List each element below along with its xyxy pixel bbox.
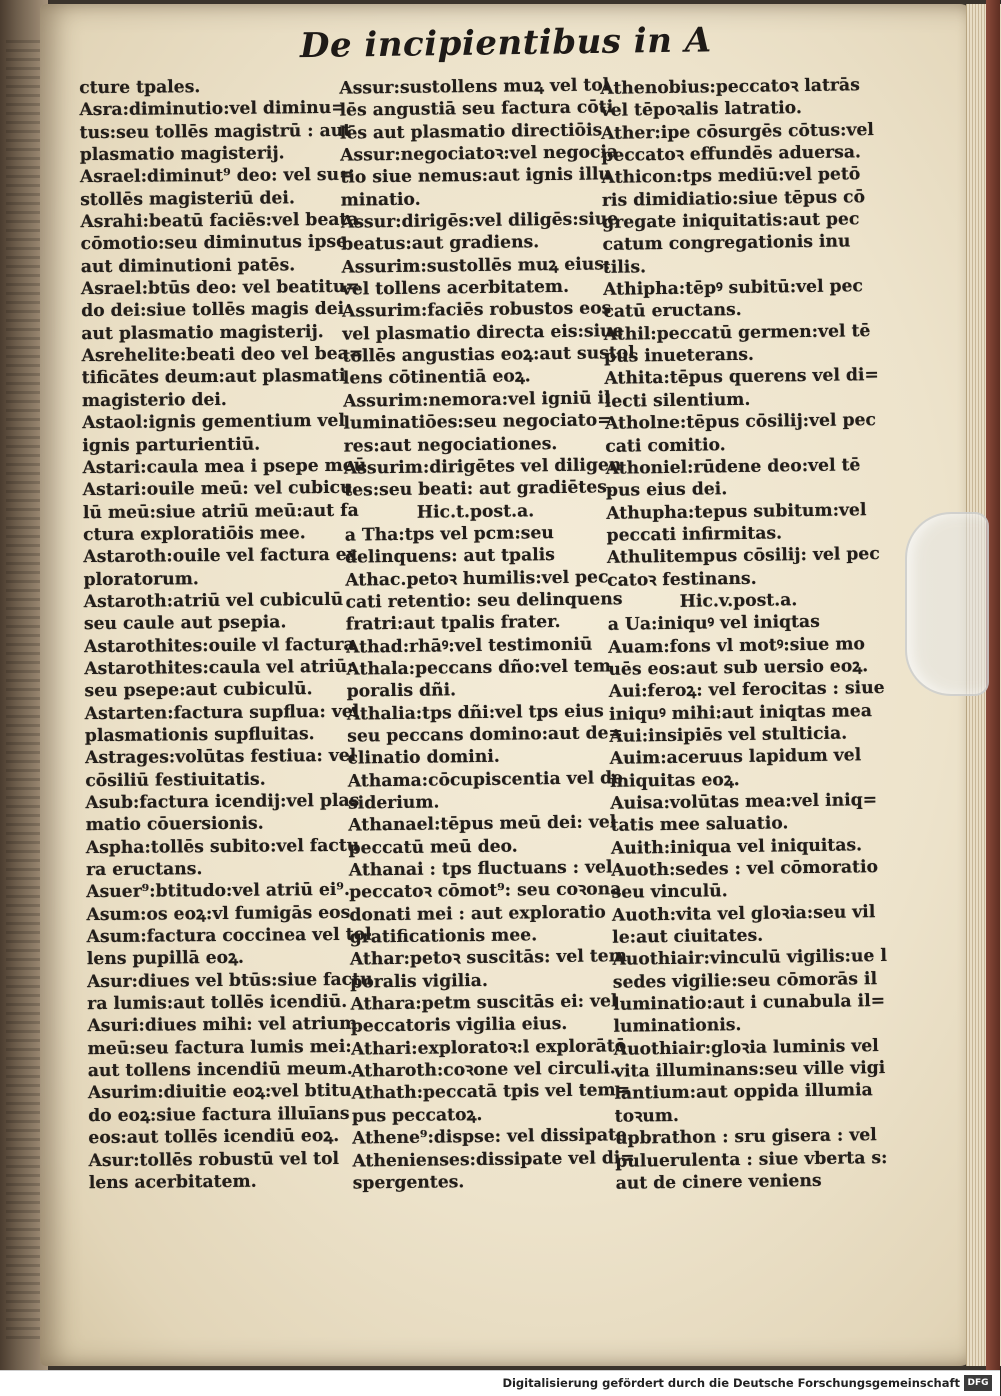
text-line: matio cōuersionis.	[85, 813, 264, 836]
text-line: ra eructans.	[85, 859, 203, 881]
text-line: vel plasmatio directa eis:siue	[342, 320, 624, 345]
text-line: magisterio dei.	[81, 389, 227, 411]
text-line: minatio.	[340, 189, 421, 211]
text-line: siderium.	[347, 792, 440, 814]
text-line: Asrael:diminut⁹ deo: vel su=	[79, 165, 354, 188]
text-line: Atholne:tēpus cōsilij:vel pec	[604, 410, 877, 435]
text-line: lens pupillā eoꝝ.	[86, 948, 245, 970]
text-line: lens cōtinentiā eoꝝ.	[342, 366, 531, 390]
text-line: Assurim:sustollēs muꝝ eius:	[341, 254, 611, 278]
text-line: do dei:siue tollēs magis dei	[81, 299, 345, 322]
running-title: De incipientibus in A	[299, 20, 712, 67]
text-line: Asurim:diuitie eoꝝ:vel btitu	[87, 1081, 352, 1104]
text-line: tificātes deum:aut plasmati	[81, 366, 346, 389]
text-line: stollēs magisteriū dei.	[80, 188, 295, 210]
text-line: Athath:peccatā tpis vel tem=	[351, 1080, 631, 1105]
text-line: Asum:factura coccinea vel tol	[86, 924, 372, 948]
text-line: Athalia:tps dñi:vel tps eius	[346, 701, 604, 725]
text-line: lēs angustiā seu factura cōti	[339, 97, 614, 121]
text-line: peccatoꝛ effundēs aduersa.	[601, 142, 862, 166]
text-line: Athara:petm suscitās ei: vel	[350, 991, 618, 1015]
text-line: meū:seu factura lumis mei:	[87, 1036, 352, 1059]
text-line: Athala:peccans dño:vel tem	[346, 656, 612, 680]
text-line: uēs eos:aut sub uersio eoꝝ.	[608, 656, 869, 680]
text-line: seu vinculū.	[611, 881, 728, 904]
text-line: Athari:exploratoꝛ:l explorātō	[350, 1035, 627, 1060]
text-line: tio siue nemus:aut ignis illu	[340, 164, 612, 189]
funding-notice: Digitalisierung gefördert durch die Deutsche Forschungsgemeinschaft	[502, 1376, 960, 1390]
text-line: Assurim:nemora:vel igniū il	[343, 388, 611, 412]
text-line: cati retentio: seu delinquens	[345, 589, 623, 613]
text-line: fratri:aut tpalis frater.	[345, 612, 561, 635]
text-column-1	[79, 75, 373, 1194]
text-line: luminationis.	[613, 1015, 742, 1038]
text-line: aut de cinere veniens	[615, 1170, 822, 1194]
dfg-logo-icon: DFG	[964, 1375, 992, 1391]
text-line: gratificationis mee.	[349, 925, 538, 948]
text-line: le:aut ciuitates.	[612, 925, 764, 948]
text-line: upbrathon : sru gisera : vel	[614, 1125, 877, 1149]
text-line: Athil:peccatū germen:vel tē	[603, 320, 871, 345]
text-line: Athac.petoꝛ humilis:vel pec	[345, 566, 609, 591]
text-line: aut diminutioni patēs.	[80, 255, 296, 277]
text-line: cati comitio.	[605, 434, 726, 457]
text-line: plasmatio magisterij.	[79, 143, 285, 166]
text-line: Athanai : tps fluctuans : vel	[348, 857, 613, 881]
text-line: Athulitempus cōsilij: vel pec	[606, 544, 880, 569]
text-line: vel tollens acerbitatem.	[341, 276, 570, 300]
text-line: Asrael:btūs deo: vel beatitu=	[80, 276, 360, 300]
text-line: ris dimidiatio:siue tēpus cō	[601, 186, 866, 211]
text-line: cture tpales.	[79, 77, 201, 99]
text-line: spergentes.	[352, 1172, 465, 1194]
text-line: aut tollens incendiū meum.	[87, 1058, 353, 1082]
text-line: Athita:tēpus querens vel di=	[604, 365, 879, 390]
text-line: tus:seu tollēs magistrū : aut	[79, 120, 352, 143]
text-line: Athupha:tepus subitum:vel	[606, 499, 867, 524]
text-line: gregate iniquitatis:aut pec	[602, 209, 860, 233]
text-line: ra lumis:aut tollēs icendiū.	[87, 991, 348, 1015]
text-line: Auisa:volūtas mea:vel iniq=	[610, 790, 878, 814]
text-line: Asuri:diues mihi: vel atrium	[87, 1014, 358, 1037]
text-line: cōsiliū festiuitatis.	[85, 769, 266, 791]
text-line: lēs aut plasmatio directiōis	[339, 120, 603, 144]
text-line: clinatio domini.	[347, 747, 500, 769]
text-line: iniquitas eoꝝ.	[609, 769, 740, 792]
text-line: Athicon:tps mediū:vel petō	[601, 164, 861, 189]
page-clip	[905, 512, 989, 696]
text-line: Astarothites:ouile vl factura	[84, 634, 355, 657]
text-line: pus eius dei.	[605, 479, 728, 502]
text-line: Assurim:faciēs robustos eos	[341, 298, 612, 323]
text-line: puluerulenta : siue vberta s:	[615, 1147, 888, 1172]
text-line: plasmationis supfluitas.	[84, 724, 315, 747]
text-line: Auim:aceruus lapidum vel	[609, 745, 862, 770]
text-line: a Ua:iniquꝰ vel iniqtas	[607, 612, 820, 636]
text-line: Assur:dirigēs:vel diligēs:siue	[340, 209, 619, 233]
text-line: Asuer⁹:btitudo:vel atriū ei⁹.	[86, 880, 350, 903]
text-line: pus peccatoꝝ.	[351, 1104, 483, 1127]
text-line: Astari:caula mea i psepe meū	[82, 455, 367, 478]
text-line: Auith:iniqua vel iniquitas.	[610, 834, 863, 859]
text-line: luminatiōes:seu negociato=	[343, 410, 612, 434]
text-line: Athoniel:rūdene deo:vel tē	[605, 455, 861, 479]
text-line: donati mei : aut exploratio	[349, 902, 606, 926]
text-line: Asrahi:beatū faciēs:vel beata	[80, 209, 359, 233]
text-line: poralis dñi.	[346, 680, 457, 702]
text-line: Asur:diues vel btūs:siue factu	[86, 969, 373, 992]
text-line: Hic.v.post.a.	[679, 590, 798, 612]
text-line: Asra:diminutio:vel diminu=	[79, 98, 346, 121]
text-line: Astaol:ignis gementium vel	[82, 411, 346, 434]
text-line: peccatū meū deo.	[348, 836, 518, 859]
text-line: a Tha:tps vel pcm:seu	[344, 522, 554, 546]
text-line: Ather:ipe cōsurgēs cōtus:vel	[600, 119, 874, 144]
text-line: catum congregationis inu	[602, 231, 851, 256]
text-line: lū meū:siue atriū meū:aut fa	[82, 500, 359, 523]
text-line: Asum:os eoꝝ:vl fumigās eos	[86, 902, 351, 925]
text-line: peccatoꝛ cōmot⁹: seu coꝛona	[349, 879, 622, 903]
text-line: luminatio:aut i cunabula il=	[613, 991, 886, 1015]
text-line: cōmotio:seu diminutus ipse	[80, 232, 348, 255]
text-line: Auoth:vita vel gloꝛia:seu vil	[611, 901, 876, 926]
text-line: Athenienses:dissipate vel di=	[352, 1147, 635, 1172]
text-line: catū eructans.	[603, 300, 742, 323]
text-line: ignis parturientiū.	[82, 434, 261, 456]
text-line: Aui:feroꝝ: vel ferocitas : siue	[608, 678, 885, 703]
facing-page-text	[6, 40, 40, 1340]
text-line: peccatoris vigilia eius.	[350, 1014, 568, 1038]
text-line: Assur:negociatoꝛ:vel negocia	[340, 142, 619, 166]
text-line: ploratorum.	[83, 568, 199, 590]
text-line: lecti silentium.	[604, 389, 751, 412]
text-line: pus inueterans.	[603, 344, 755, 367]
text-line: Astaroth:atriū vel cubiculū	[83, 589, 344, 613]
text-line: vel tēpoꝛalis latratio.	[600, 98, 803, 122]
text-line: tollēs angustias eoꝝ:aut sustol	[342, 343, 635, 367]
text-line: toꝛum.	[614, 1105, 680, 1127]
text-line: Astarothites:caula vel atriū:	[84, 656, 354, 680]
text-line: lantium:aut oppida illumia	[614, 1080, 873, 1105]
text-line: sedes vigilie:seu cōmorās il	[612, 968, 878, 993]
text-line: Athanael:tēpus meū dei: vel	[348, 812, 617, 836]
text-line: tilis.	[602, 257, 647, 278]
text-line: Aui:insipiēs vel stulticia.	[609, 723, 848, 747]
text-line: Auam:fons vl motꝰ:siue mo	[608, 633, 866, 658]
text-column-3	[600, 74, 888, 1195]
text-line: vita illuminans:seu ville vigi	[613, 1058, 886, 1082]
text-line: Aspha:tollēs subito:vel factu	[85, 835, 360, 858]
text-line: peccati infirmitas.	[606, 523, 783, 546]
text-line: Atharoth:coꝛone vel circuli.	[351, 1058, 616, 1082]
text-line: Astrages:volūtas festiua: vel	[84, 746, 357, 769]
text-line: Athipha:tēpꝰ subitū:vel pec	[603, 276, 864, 300]
text-line: res:aut negociationes.	[343, 433, 558, 457]
text-line: seu peccans domino:aut de=	[347, 723, 624, 747]
text-line: seu caule aut psepia.	[83, 612, 287, 635]
text-line: Asur:tollēs robustū vel tol	[88, 1148, 340, 1171]
text-line: Auoth:sedes : vel cōmoratio	[611, 857, 879, 881]
text-line: beatus:aut gradiens.	[341, 232, 540, 256]
text-line: catoꝛ festinans.	[607, 568, 757, 591]
text-line: Auothiair:vinculū vigilis:ue l	[612, 946, 888, 971]
footer-bar	[0, 1370, 1000, 1396]
text-line: Assur:sustollens muꝝ vel tol	[339, 75, 610, 99]
text-line: Athene⁹:dispse: vel dissipate.	[352, 1125, 634, 1149]
text-line: Athenobius:peccatoꝛ latrās	[600, 75, 860, 99]
text-line: delinquens: aut tpalis	[344, 545, 556, 568]
text-line: Auothiair:gloꝛia luminis vel	[613, 1035, 879, 1060]
text-line: Astari:ouile meū: vel cubicu	[82, 477, 353, 501]
text-line: do eoꝝ:siue factura illuīans	[88, 1103, 350, 1126]
text-line: Athama:cōcupiscentia vel de	[347, 767, 624, 792]
text-line: Asub:factura icendij:vel plas	[85, 790, 360, 814]
text-line: Assurim:dirigētes vel diligen	[343, 455, 622, 479]
text-line: tes:seu beati: aut gradiētes.	[344, 477, 613, 501]
text-line: Athad:rhāꝰ:vel testimoniū	[346, 634, 593, 658]
text-line: eos:aut tollēs icendiū eoꝝ.	[88, 1126, 340, 1149]
text-line: aut plasmatio magisterij.	[81, 321, 324, 344]
text-line: Hic.t.post.a.	[416, 500, 535, 523]
text-line: seu psepe:aut cubiculū.	[84, 679, 313, 702]
text-line: ctura exploratiōis mee.	[83, 523, 306, 546]
text-line: poralis vigilia.	[350, 970, 488, 993]
text-line: Astarten:factura supflua: vel	[84, 701, 360, 724]
text-line: Asrehelite:beati deo vel bea=	[81, 343, 364, 367]
text-line: lens acerbitatem.	[88, 1171, 257, 1193]
text-line: tatis mee saluatio.	[610, 813, 789, 837]
text-line: Athar:petoꝛ suscitās: vel tem	[349, 946, 627, 970]
text-line: iniquꝰ mihi:aut iniqtas mea	[608, 700, 873, 725]
text-line: Astaroth:ouile vel factura ex	[83, 544, 357, 568]
